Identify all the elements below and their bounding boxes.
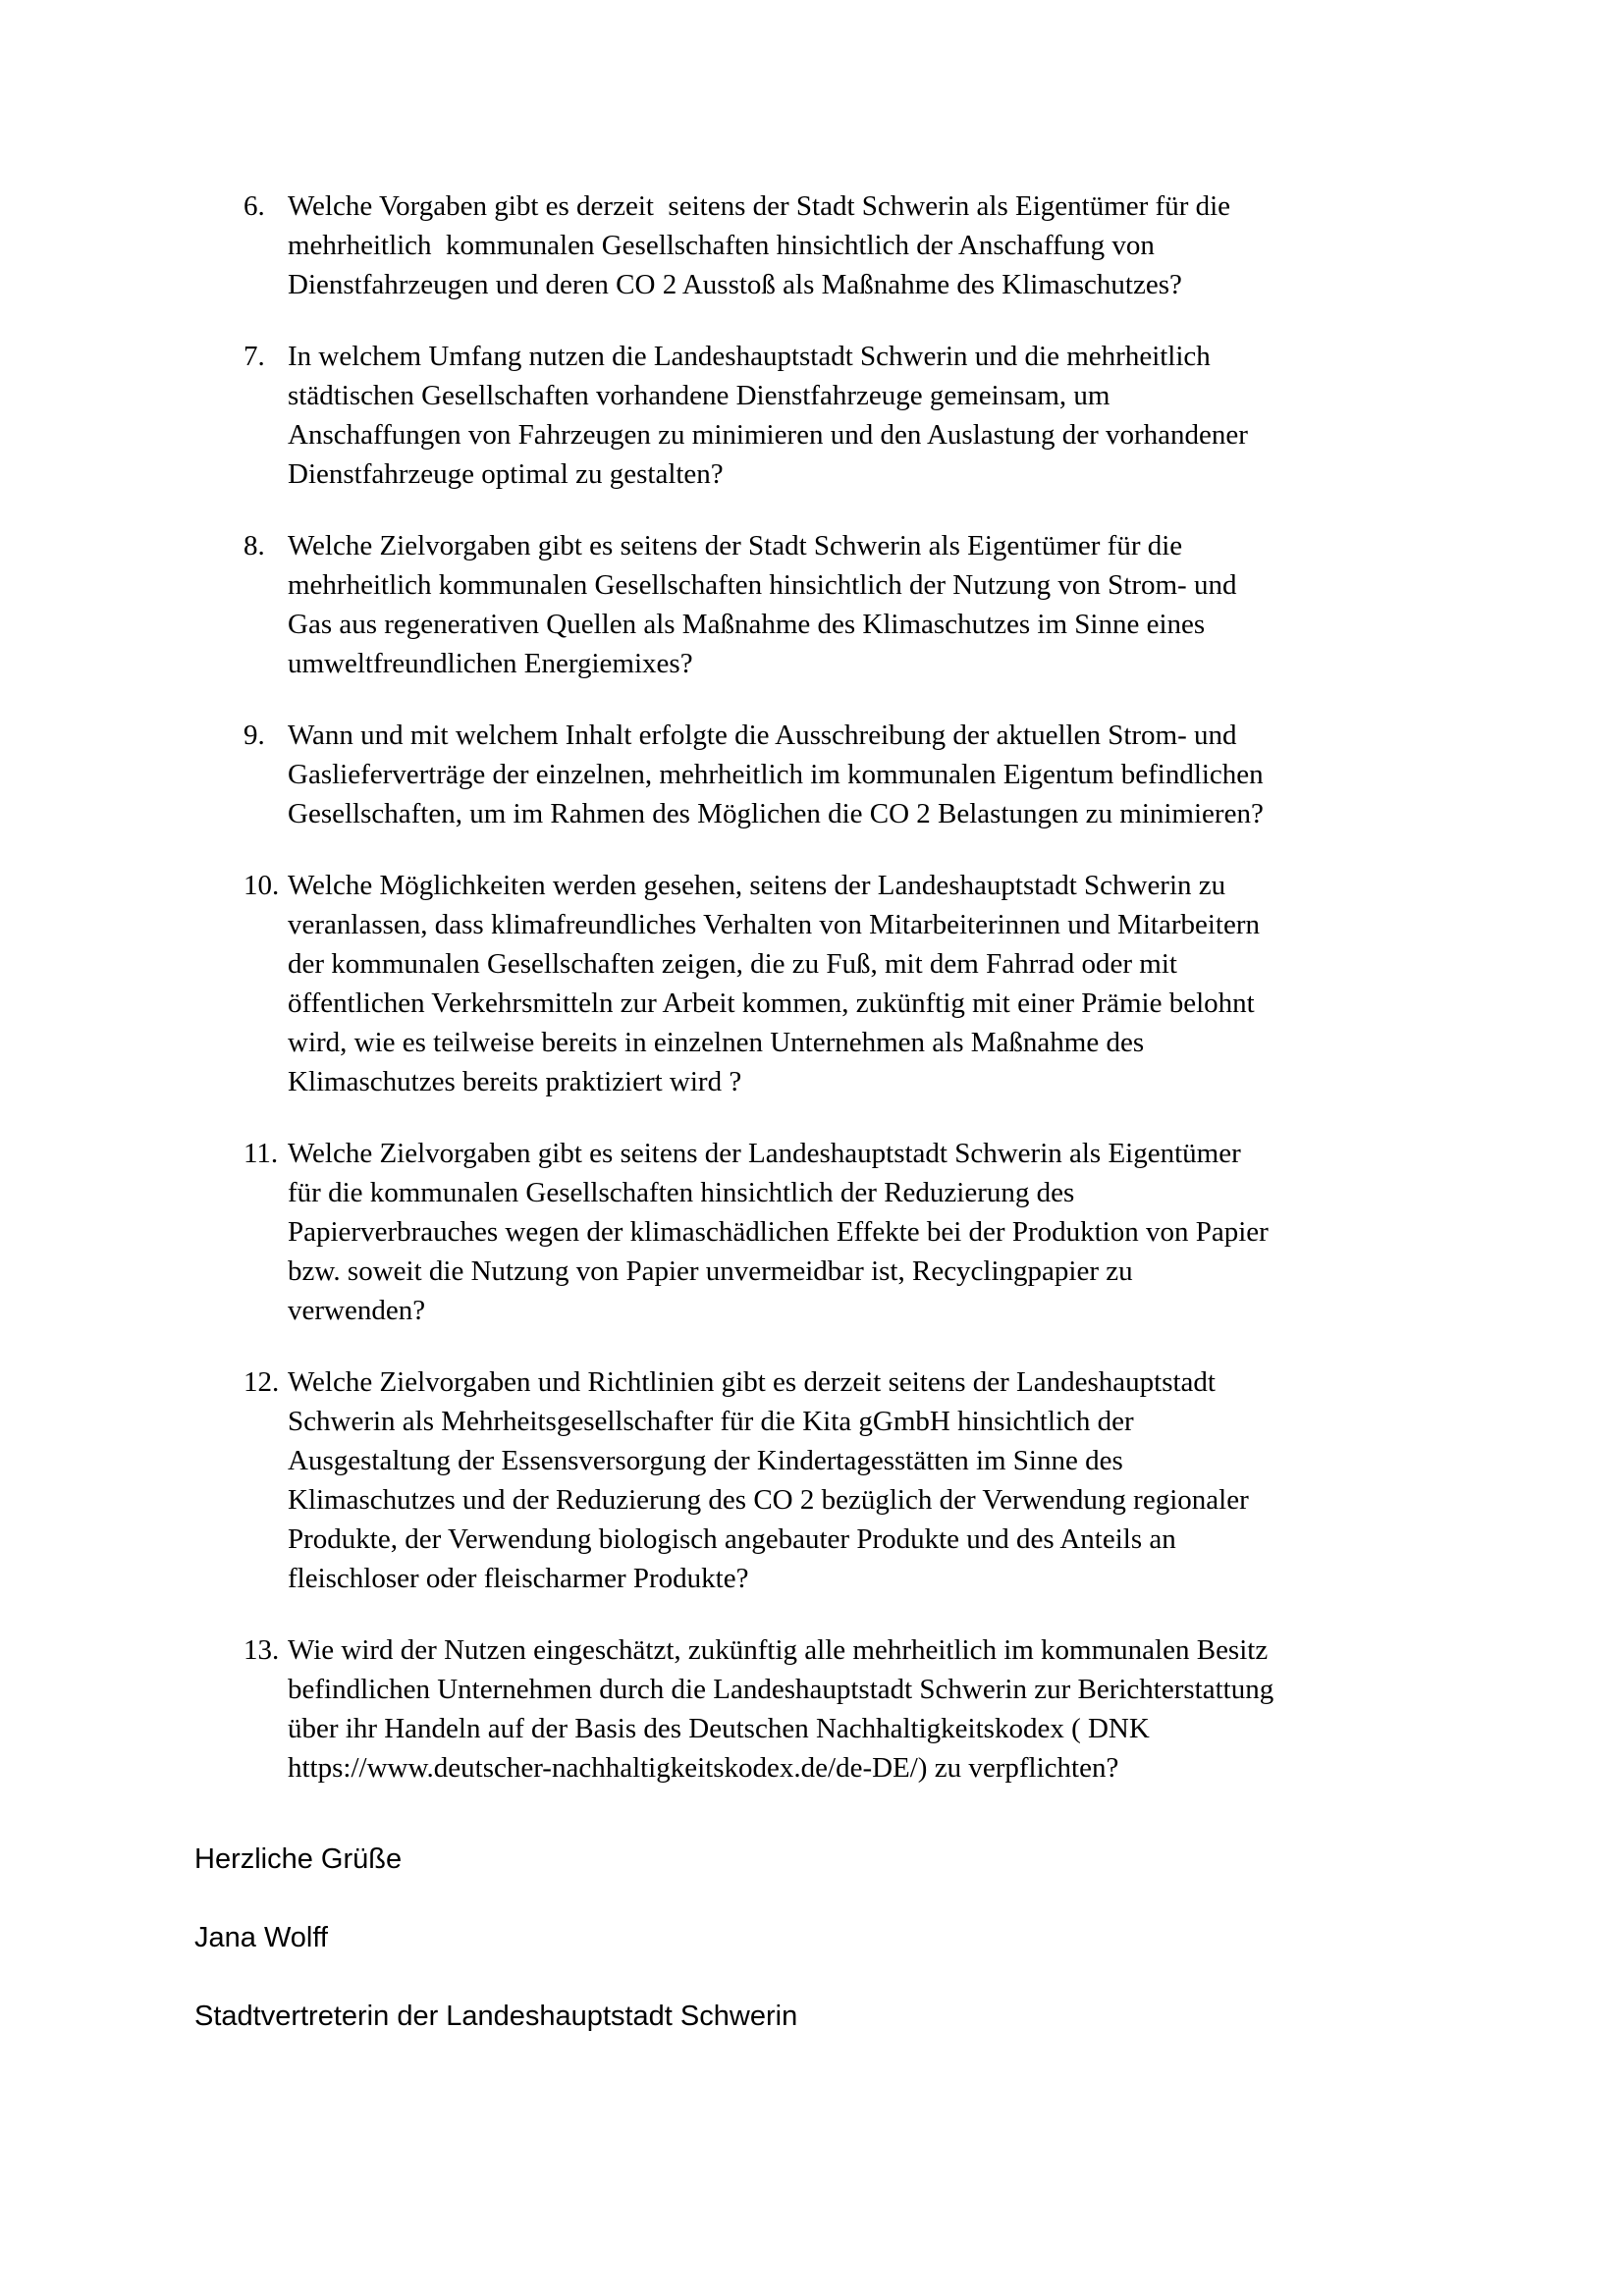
question-item-12 — [244, 1362, 1481, 1598]
question-number: 7. — [244, 341, 265, 372]
question-line: Klimaschutzes und der Reduzierung des CO 2 bezüglich der Verwendung regionaler — [288, 1484, 1249, 1516]
question-item-7 — [244, 337, 1481, 494]
question-line: Wie wird der Nutzen eingeschätzt, zukünftig alle mehrheitlich im kommunalen Besitz — [288, 1634, 1269, 1666]
question-line: städtischen Gesellschaften vorhandene Dienstfahrzeuge gemeinsam, um — [288, 380, 1110, 411]
question-line: wird, wie es teilweise bereits in einzelnen Unternehmen als Maßnahme des — [288, 1027, 1145, 1058]
sender-role: Stadtvertreterin der Landeshauptstadt Schwerin — [194, 2001, 798, 2032]
question-line: der kommunalen Gesellschaften zeigen, die zu Fuß, mit dem Fahrrad oder mit — [288, 948, 1177, 980]
question-line: für die kommunalen Gesellschaften hinsichtlich der Reduzierung des — [288, 1177, 1075, 1208]
question-line: Produkte, der Verwendung biologisch angebauter Produkte und des Anteils an — [288, 1523, 1176, 1555]
question-item-11 — [244, 1134, 1481, 1330]
question-line: öffentlichen Verkehrsmitteln zur Arbeit kommen, zukünftig mit einer Prämie belohnt — [288, 988, 1255, 1019]
question-line: Welche Zielvorgaben und Richtlinien gibt es derzeit seitens der Landeshauptstadt — [288, 1366, 1216, 1398]
question-line: Gesellschaften, um im Rahmen des Möglichen die CO 2 Belastungen zu minimieren? — [288, 798, 1264, 829]
question-list — [194, 187, 1481, 2036]
question-line: veranlassen, dass klimafreundliches Verhalten von Mitarbeiterinnen und Mitarbeitern — [288, 909, 1260, 940]
question-line: https://www.deutscher-nachhaltigkeitskodex.de/de-DE/) zu verpflichten? — [288, 1752, 1119, 1784]
question-line: Welche Vorgaben gibt es derzeit seitens der Stadt Schwerin als Eigentümer für die — [288, 190, 1231, 222]
question-line: Ausgestaltung der Essensversorgung der Kindertagesstätten im Sinne des — [288, 1445, 1123, 1476]
question-item-10 — [244, 866, 1481, 1101]
question-number: 8. — [244, 530, 265, 561]
question-line: Papierverbrauches wegen der klimaschädlichen Effekte bei der Produktion von Papier — [288, 1216, 1269, 1248]
question-number: 10. — [244, 870, 280, 901]
question-item-9 — [244, 716, 1481, 833]
question-number: 11. — [244, 1138, 279, 1169]
question-line: Gaslieferverträge der einzelnen, mehrheitlich im kommunalen Eigentum befindlichen — [288, 759, 1264, 790]
question-line: Gas aus regenerativen Quellen als Maßnahme des Klimaschutzes im Sinne eines — [288, 609, 1206, 640]
question-item-8 — [244, 526, 1481, 683]
question-item-6 — [244, 187, 1481, 304]
question-line: verwenden? — [288, 1295, 426, 1326]
question-line: befindlichen Unternehmen durch die Landeshauptstadt Schwerin zur Berichterstattung — [288, 1674, 1274, 1705]
question-line: über ihr Handeln auf der Basis des Deutschen Nachhaltigkeitskodex ( DNK — [288, 1713, 1150, 1744]
question-line: Welche Zielvorgaben gibt es seitens der Landeshauptstadt Schwerin als Eigentümer — [288, 1138, 1241, 1169]
question-line: Klimaschutzes bereits praktiziert wird ? — [288, 1066, 742, 1097]
question-number: 12. — [244, 1366, 280, 1398]
question-line: Schwerin als Mehrheitsgesellschafter für die Kita gGmbH hinsichtlich der — [288, 1406, 1134, 1437]
question-line: bzw. soweit die Nutzung von Papier unvermeidbar ist, Recyclingpapier zu — [288, 1255, 1133, 1287]
question-line: Anschaffungen von Fahrzeugen zu minimieren und den Auslastung der vorhandener — [288, 419, 1248, 451]
question-line: Welche Möglichkeiten werden gesehen, seitens der Landeshauptstadt Schwerin zu — [288, 870, 1226, 901]
question-line: mehrheitlich kommunalen Gesellschaften hinsichtlich der Anschaffung von — [288, 230, 1155, 261]
closing-greeting: Herzliche Grüße — [194, 1843, 403, 1875]
question-line: umweltfreundlichen Energiemixes? — [288, 648, 693, 679]
closing-block — [194, 1840, 1481, 2036]
question-item-13 — [244, 1630, 1481, 1788]
question-line: Wann und mit welchem Inhalt erfolgte die Ausschreibung der aktuellen Strom- und — [288, 720, 1237, 751]
question-line: fleischloser oder fleischarmer Produkte? — [288, 1563, 749, 1594]
question-number: 13. — [244, 1634, 280, 1666]
question-line: In welchem Umfang nutzen die Landeshauptstadt Schwerin und die mehrheitlich — [288, 341, 1211, 372]
question-number: 9. — [244, 720, 265, 751]
question-line: Welche Zielvorgaben gibt es seitens der Stadt Schwerin als Eigentümer für die — [288, 530, 1183, 561]
question-line: mehrheitlich kommunalen Gesellschaften hinsichtlich der Nutzung von Strom- und — [288, 569, 1237, 601]
sender-name: Jana Wolff — [194, 1922, 328, 1953]
question-number: 6. — [244, 190, 265, 222]
question-line: Dienstfahrzeugen und deren CO 2 Ausstoß als Maßnahme des Klimaschutzes? — [288, 269, 1182, 300]
question-line: Dienstfahrzeuge optimal zu gestalten? — [288, 458, 724, 490]
